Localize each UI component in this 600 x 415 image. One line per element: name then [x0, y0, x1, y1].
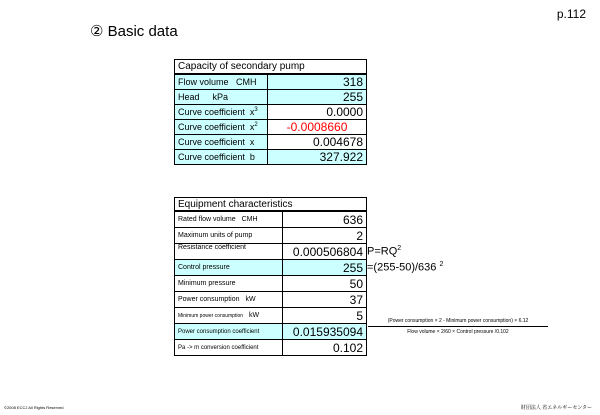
row-label: Curve coefficient x [175, 135, 268, 150]
table-row [175, 150, 367, 165]
row-label: Pa -> m conversion coefficient [175, 340, 283, 356]
max-units-value: 2 [283, 228, 367, 244]
power-coefficient-value: 0.015935094 [283, 324, 367, 340]
table-row [175, 105, 367, 120]
min-pressure-value: 50 [283, 276, 367, 292]
resistance-coefficient-value: 0.000506804 [283, 244, 367, 260]
conversion-coefficient-value: 0.102 [283, 340, 367, 356]
coefficient-x-value: 0.004678 [268, 135, 367, 150]
table-row [175, 292, 367, 308]
row-label: Maximum units of pump [175, 228, 283, 244]
page-title: ② Basic data [90, 23, 178, 40]
head-value: 255 [268, 90, 367, 105]
table-row [175, 324, 367, 340]
control-pressure-value: 255 [283, 260, 367, 276]
min-power-value: 5 [283, 308, 367, 324]
row-label: Minimum pressure [175, 276, 283, 292]
coefficient-b-value: 327.922 [268, 150, 367, 165]
table-row [175, 90, 367, 105]
coefficient-x3-value: 0.0000 [268, 105, 367, 120]
table-row [175, 74, 367, 90]
pump-capacity-table [174, 59, 367, 165]
power-consumption-value: 37 [283, 292, 367, 308]
row-label: Head kPa [175, 90, 268, 105]
table-row [175, 276, 367, 292]
row-label: Power consumption coefficient [175, 324, 283, 340]
row-label: Flow volume CMH [175, 74, 268, 90]
table-row [175, 120, 367, 135]
resistance-formula: $P=RQ^2$ [367, 245, 402, 258]
equipment-table-header: Equipment characteristics [175, 198, 367, 212]
page-number: p.112 [556, 7, 586, 21]
copyright: ©2008 ECCJ All Rights Reserved [4, 405, 64, 410]
table-row [175, 308, 367, 324]
formula-numerator: (Power consumption × 2 - Minimum power consumption) × 6.12 [387, 318, 529, 324]
table-row [175, 260, 367, 276]
equipment-characteristics-table [174, 197, 367, 356]
organization-logo: 財団法人 省エネルギーセンター [520, 405, 592, 411]
row-label: Curve coefficient b [175, 150, 268, 165]
row-label: Curve coefficient $x^3$ [175, 105, 268, 120]
control-pressure-formula: =(255-50)/636 $^2$ [367, 261, 444, 274]
table-row [175, 340, 367, 356]
row-label: Rated flow volume CMH [175, 211, 283, 228]
table-row [175, 244, 367, 260]
table-row [175, 135, 367, 150]
coefficient-x2-value: -0.0008660 [268, 120, 367, 135]
row-label: Curve coefficient $x^2$ [175, 120, 268, 135]
row-label: Control pressure [175, 260, 283, 276]
row-label: Minimum power consumption kW [175, 308, 283, 324]
formula-denominator: Flow volume × 2/60 × Control pressure /0.102 [368, 326, 548, 335]
row-label: Resistance coefficient [175, 244, 283, 260]
flow-volume-value: 318 [268, 74, 367, 90]
pump-table-header: Capacity of secondary pump [175, 60, 367, 75]
power-coefficient-formula [368, 318, 548, 335]
table-row [175, 228, 367, 244]
rated-flow-value: 636 [283, 211, 367, 228]
table-row [175, 211, 367, 228]
row-label: Power consumption kW [175, 292, 283, 308]
